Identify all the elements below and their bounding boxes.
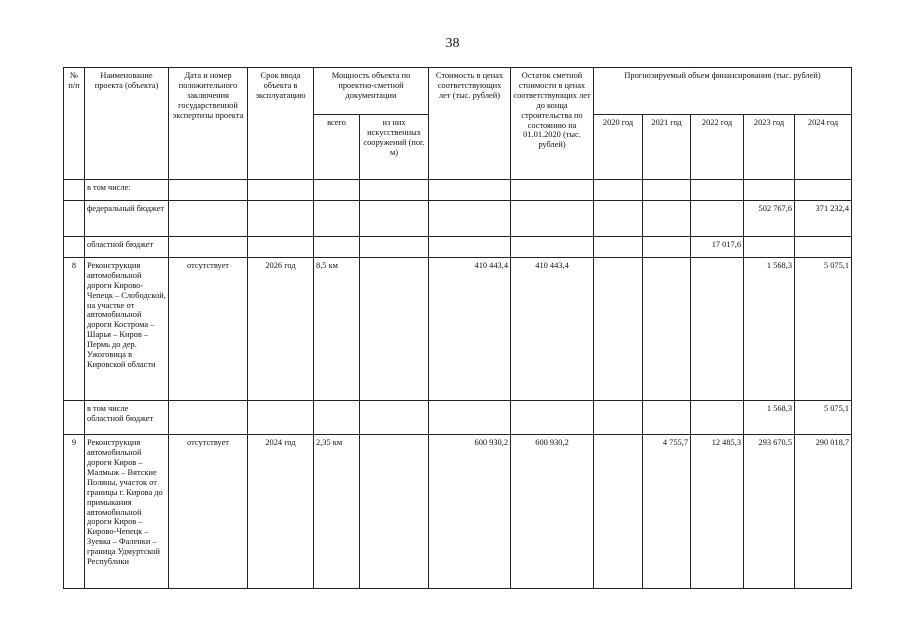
cell-capacity-art	[360, 401, 429, 435]
cell-commissioning-term: 2024 год	[248, 435, 314, 589]
cell-year-2022	[691, 257, 744, 401]
cell-capacity-art	[360, 237, 429, 258]
cell-year-2021: 4 755,7	[643, 435, 691, 589]
cell-year-2023	[744, 180, 795, 201]
cell-year-2024	[795, 237, 852, 258]
table-row	[64, 257, 852, 401]
cell-year-2023: 293 670,5	[744, 435, 795, 589]
cell-year-2021	[643, 200, 691, 237]
cell-cost	[429, 237, 511, 258]
cell-cost	[429, 200, 511, 237]
cell-capacity-art	[360, 257, 429, 401]
cell-year-2022	[691, 200, 744, 237]
cell-commissioning-term	[248, 401, 314, 435]
cell-year-2020	[594, 180, 643, 201]
cell-project-name: областной бюджет	[85, 237, 169, 258]
cell-expertise	[169, 180, 248, 201]
table-row	[64, 180, 852, 201]
header-cost: Стоимость в ценах соответствующих лет (тыс. рублей)	[429, 68, 511, 180]
cell-year-2022	[691, 401, 744, 435]
cell-row-num	[64, 401, 85, 435]
cell-capacity-total	[314, 200, 360, 237]
cell-cost	[429, 401, 511, 435]
cell-year-2020	[594, 401, 643, 435]
header-year-2023: 2023 год	[744, 115, 795, 180]
cell-expertise	[169, 200, 248, 237]
header-remainder: Остаток сметной стоимости в ценах соответствующих лет до конца строительства по состоянию на 01.01.2020 (тыс. рублей)	[511, 68, 594, 180]
header-num: № п/п	[64, 68, 85, 180]
header-year-2020: 2020 год	[594, 115, 643, 180]
header-capacity-total: всего	[314, 115, 360, 180]
table-row	[64, 237, 852, 258]
cell-row-num: 9	[64, 435, 85, 589]
cell-year-2023	[744, 237, 795, 258]
cell-year-2021	[643, 257, 691, 401]
header-year-2021: 2021 год	[643, 115, 691, 180]
cell-year-2023: 1 568,3	[744, 257, 795, 401]
cell-year-2020	[594, 237, 643, 258]
cell-year-2024: 5 075,1	[795, 257, 852, 401]
cell-year-2022: 17 017,6	[691, 237, 744, 258]
cell-expertise	[169, 237, 248, 258]
cell-capacity-art	[360, 200, 429, 237]
cell-capacity-total	[314, 237, 360, 258]
cell-remainder	[511, 200, 594, 237]
cell-project-name: в том числе:	[85, 180, 169, 201]
cell-row-num	[64, 200, 85, 237]
cell-project-name: Реконструкция автомобильной дороги Кирово-Чепецк – Слободской, на участке от автомобильной дороги Кострома – Шарья – Киров – Пермь до дер. Ужоговица в Кировской области	[85, 257, 169, 401]
cell-year-2024: 371 232,4	[795, 200, 852, 237]
header-forecast: Прогнозируемый объем финансирования (тыс. рублей)	[594, 68, 852, 115]
cell-remainder	[511, 401, 594, 435]
cell-row-num: 8	[64, 257, 85, 401]
cell-row-num	[64, 180, 85, 201]
table-row	[64, 401, 852, 435]
header-term: Срок ввода объекта в эксплуатацию	[248, 68, 314, 180]
cell-capacity-art	[360, 180, 429, 201]
cell-project-name: федеральный бюджет	[85, 200, 169, 237]
cell-expertise	[169, 401, 248, 435]
cell-remainder: 410 443,4	[511, 257, 594, 401]
cell-year-2021	[643, 180, 691, 201]
cell-commissioning-term: 2026 год	[248, 257, 314, 401]
cell-capacity-total	[314, 401, 360, 435]
cell-year-2020	[594, 200, 643, 237]
cell-year-2023: 1 568,3	[744, 401, 795, 435]
header-year-2022: 2022 год	[691, 115, 744, 180]
table-row	[64, 200, 852, 237]
cell-year-2021	[643, 401, 691, 435]
header-year-2024: 2024 год	[795, 115, 852, 180]
cell-year-2022: 12 485,3	[691, 435, 744, 589]
cell-year-2024: 290 018,7	[795, 435, 852, 589]
cell-capacity-art	[360, 435, 429, 589]
header-expertise: Дата и номер положительного заключения государственной экспертизы проекта	[169, 68, 248, 180]
cell-capacity-total	[314, 180, 360, 201]
cell-commissioning-term	[248, 200, 314, 237]
cell-remainder: 600 930,2	[511, 435, 594, 589]
header-capacity-art: из них искусственных сооружений (пог. м)	[360, 115, 429, 180]
cell-cost: 410 443,4	[429, 257, 511, 401]
cell-project-name: Реконструкция автомобильной дороги Киров – Малмыж – Вятские Поляны, участок от границы г. Кирова до примыкания автомобильной дороги Киров – Кирово-Чепецк – Зуевка – Фаленки – граница Удмуртской Республики	[85, 435, 169, 589]
cell-capacity-total: 2,35 км	[314, 435, 360, 589]
header-name: Наименование проекта (объекта)	[85, 68, 169, 180]
cell-expertise: отсутствует	[169, 435, 248, 589]
cell-year-2021	[643, 237, 691, 258]
cell-row-num	[64, 237, 85, 258]
cell-year-2022	[691, 180, 744, 201]
cell-project-name: в том числе областной бюджет	[85, 401, 169, 435]
cell-year-2023: 502 767,6	[744, 200, 795, 237]
cell-year-2024	[795, 180, 852, 201]
header-capacity: Мощность объекта по проектно-сметной документации	[314, 68, 429, 115]
cell-cost: 600 930,2	[429, 435, 511, 589]
cell-year-2024: 5 075,1	[795, 401, 852, 435]
page-number: 38	[445, 36, 460, 51]
cell-cost	[429, 180, 511, 201]
cell-commissioning-term	[248, 180, 314, 201]
cell-year-2020	[594, 435, 643, 589]
cell-year-2020	[594, 257, 643, 401]
cell-expertise: отсутствует	[169, 257, 248, 401]
cell-commissioning-term	[248, 237, 314, 258]
cell-remainder	[511, 180, 594, 201]
table-row	[64, 435, 852, 589]
cell-capacity-total: 8,5 км	[314, 257, 360, 401]
cell-remainder	[511, 237, 594, 258]
financing-table	[63, 67, 852, 589]
